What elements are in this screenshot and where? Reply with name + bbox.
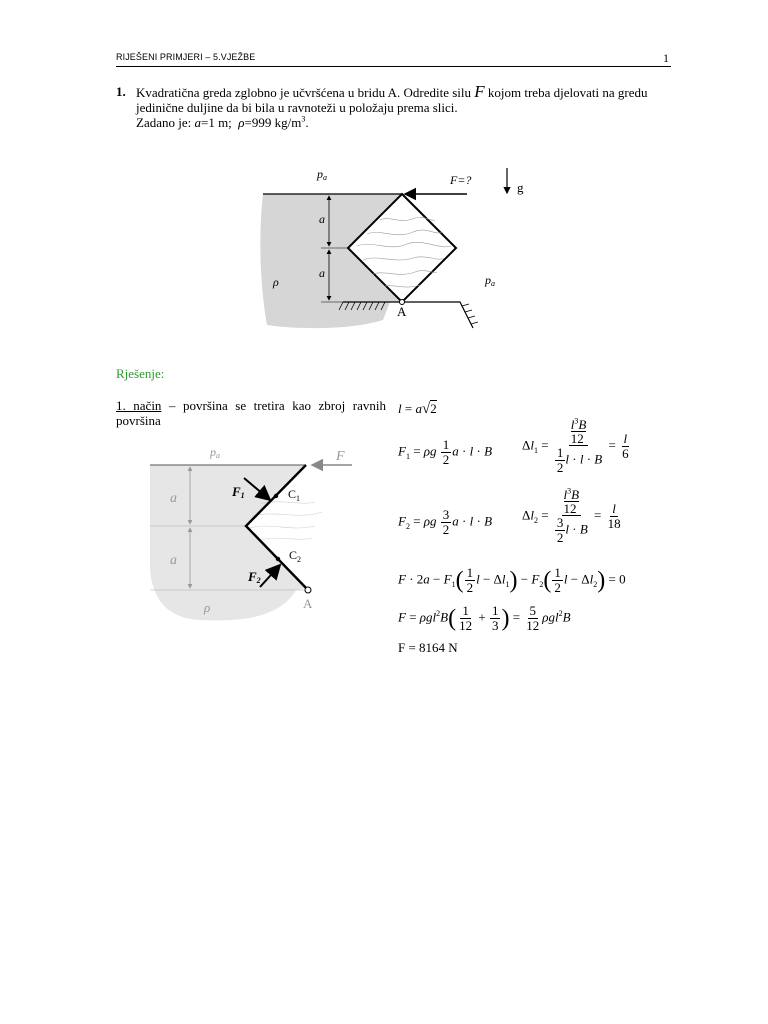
label-C2: $C_2$: [289, 548, 302, 564]
task-symbol-F: F: [474, 82, 485, 101]
label-force: F=?: [450, 173, 472, 187]
figure-2: [140, 440, 370, 625]
task-line2: gredu jedinične duljine da bi bila u ravnoteži u položaju prema slici.: [136, 85, 648, 115]
eq-moment-balance: $F \cdot 2a - F_1$( $\frac{1}{2}$ $l - \Delta l_1) - F_2$( $\frac{1}{2}$ $l - \Delta l_2) = 0$: [398, 565, 626, 595]
label-a-lower-2: a: [170, 553, 177, 568]
task-number: 1.: [116, 84, 126, 99]
label-F1: F1: [232, 484, 245, 500]
given-exponent: 3: [301, 114, 306, 124]
figure-1: [255, 160, 535, 340]
eq-result: F = 8164 N: [398, 640, 458, 655]
label-a-upper: a: [319, 212, 325, 226]
given-rho-value: =999 kg/m: [244, 115, 302, 130]
label-hinge-A-2: A: [303, 596, 313, 611]
centroid-C2: [276, 557, 280, 561]
label-a-lower: a: [319, 266, 325, 280]
given-end: .: [305, 115, 309, 130]
eq-delta-l2: $\Delta l_2$ = $l^3B$ 12 $\frac{3}{2}$ l · B = $\frac{l}{18}$: [522, 486, 621, 545]
eq-F-expression: F = ρgl$^2$B( $\frac{1}{12}$ + $\frac{1}{3}$ ) = $\frac{5}{12}$ ρgl$^2$B: [398, 603, 571, 633]
task-line1-end: kojom treba djelovati na: [487, 85, 615, 100]
page-header: [116, 50, 671, 67]
method-1-description: [116, 398, 386, 428]
given-prefix: Zadano je:: [136, 115, 192, 130]
method-1-rest: – površina se tretira kao zbroj ravnih površina: [116, 398, 386, 428]
eq-F2: $F_2 = \rho g$ $\frac{3}{2}$ a · l · B: [398, 507, 493, 537]
given-a-symbol: a: [194, 115, 201, 130]
eq-F1: $F_1 = \rho g$ $\frac{1}{2}$ a · l · B: [398, 437, 493, 467]
label-rho-2: ρ: [204, 600, 211, 615]
label-C1: $C_1$: [288, 487, 301, 503]
centroid-C1: [274, 494, 278, 498]
label-a-upper-2: a: [170, 491, 177, 506]
given-rho-symbol: ρ: [238, 115, 245, 130]
label-force-2: F: [336, 449, 345, 464]
label-pa-top: pa: [317, 167, 327, 182]
eq-delta-l1: $\Delta l_1$ = $l^3B$ 12 $\frac{1}{2}$ l · l · B = $\frac{l}{6}$: [522, 416, 629, 475]
label-pa-2: pa: [210, 445, 220, 460]
page-number: 1: [663, 51, 669, 65]
header-title: RIJEŠENI PRIMJERI – 5.VJEŽBE: [116, 52, 256, 62]
task-statement: [116, 84, 676, 130]
label-hinge-A: A: [397, 304, 407, 319]
label-rho: ρ: [273, 275, 279, 289]
hinge-A-2: [305, 587, 311, 593]
eq-length: l = a√2: [398, 401, 437, 417]
solution-heading: Rješenje:: [116, 366, 165, 381]
label-gravity: g: [517, 180, 524, 195]
label-F2: F2: [248, 569, 261, 585]
label-pa-right: pa: [485, 273, 495, 288]
task-line1: Kvadratična greda zglobno je učvršćena u bridu A. Odredite silu: [136, 85, 471, 100]
given-a-value: =1 m;: [200, 115, 232, 130]
method-1-title: 1. način: [116, 398, 162, 413]
